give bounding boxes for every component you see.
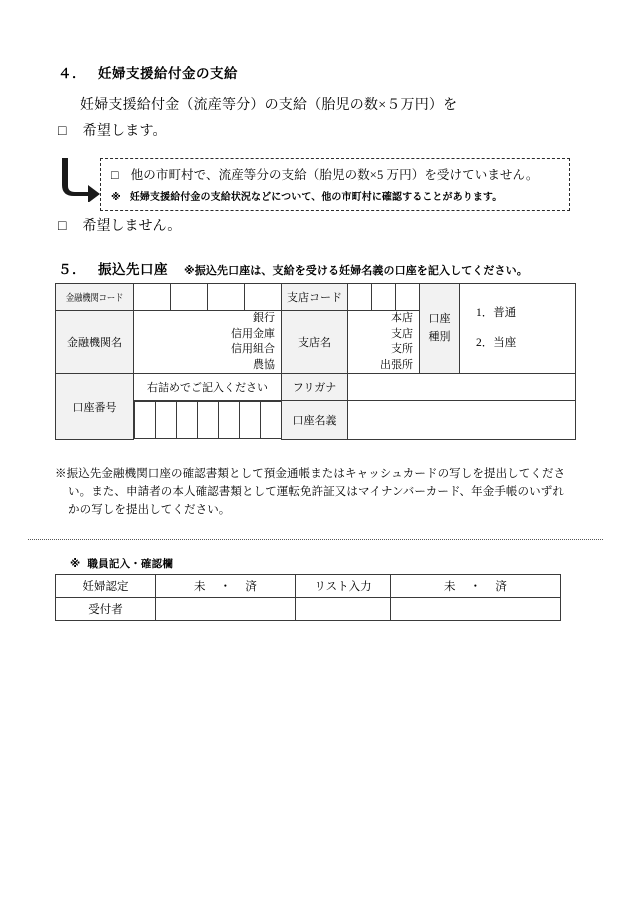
label-furigana: フリガナ [282,374,348,401]
checkbox-row-no[interactable] [0,215,181,235]
staff-row1-label: 妊婦認定 [56,575,156,598]
staff-row1-status1-left[interactable]: 未 [193,581,206,593]
furigana-input[interactable] [348,374,576,401]
staff-row2-field-3[interactable] [391,598,561,621]
staff-row1-status1-right[interactable]: 済 [245,581,258,593]
bank-kind-3: 信用組合 [231,343,275,356]
checkbox-yes-label: 希望します。 [82,124,167,139]
account-number-cell-2[interactable] [155,402,176,439]
dashed-note-line1-label: 他の市町村で、流産等分の支給（胎児の数×5 万円）を受けていません。 [130,168,539,182]
account-number-hint: 右詰めでご記入ください [134,374,282,401]
dotted-divider [28,539,603,540]
section-4-number: ４． [58,66,86,82]
section-4-lead-text: 妊婦支援給付金（流産等分）の支給（胎児の数×５万円）を [80,98,458,113]
bank-code-cell-3[interactable] [208,284,245,311]
branch-code-cell-2[interactable] [372,284,396,311]
section-5-subtitle: ※振込先口座は、支給を受ける妊婦名義の口座を記入してください。 [184,264,528,277]
label-account-type-line1: 口座 [428,313,451,326]
staff-row1-status-2[interactable] [391,575,561,598]
account-number-cell-4[interactable] [197,402,218,439]
staff-row2-field-1[interactable] [156,598,296,621]
checkbox-no[interactable]: □ [58,219,67,234]
account-number-cell-1[interactable] [135,402,156,439]
account-type-option-1[interactable]: 1．普通 [476,306,517,319]
label-account-type-line2: 種別 [428,330,451,343]
table-row-codes [56,284,576,311]
label-branch-code: 支店コード [282,284,348,311]
staff-row1-status2-left[interactable]: 未 [443,581,456,593]
checkbox-row-yes[interactable] [0,120,630,140]
checkbox-yes[interactable]: □ [58,124,67,139]
section-5-title: 振込先口座 [98,262,168,278]
staff-row2-label: 受付者 [56,598,156,621]
staff-table [55,574,561,621]
section-5-note-text: ※振込先金融機関口座の確認書類として預金通帳またはキャッシュカードの写しを提出してください。また、申請者の本人確認書類として運転免許証又はマイナンバーカード、年金手帳のいずれかの写しを提出してください。 [55,468,566,516]
section-5-title-group [58,258,168,278]
staff-row1-status2-mid: ・ [469,581,482,593]
account-holder-input[interactable] [348,401,576,440]
label-bank-name: 金融機関名 [56,311,134,374]
label-bank-code [56,284,134,311]
staff-row1-status-1[interactable] [156,575,296,598]
branch-code-cell-1[interactable] [348,284,372,311]
checkbox-no-label: 希望しません。 [82,219,182,234]
account-number-cell-5[interactable] [218,402,239,439]
section-5-heading [0,258,528,278]
dashed-note-line2 [111,188,559,203]
staff-row1-status2-right[interactable]: 済 [495,581,508,593]
staff-table-row-1 [56,575,561,598]
label-account-number: 口座番号 [56,374,134,440]
branch-code-cell-3[interactable] [396,284,420,311]
branch-name-input[interactable] [348,311,420,374]
section-4 [0,62,630,140]
elbow-arrow-icon [62,158,102,202]
account-number-cell-7[interactable] [260,402,281,439]
checkbox-no-other-municipality[interactable]: □ [111,168,119,182]
bank-kind-1: 銀行 [253,312,275,324]
dashed-note-line2-label: 妊婦支援給付金の支給状況などについて、他の市町村に確認することがあります。 [129,192,503,203]
bank-name-input[interactable] [134,311,282,374]
staff-table-row-2 [56,598,561,621]
account-type-option-2[interactable]: 2．当座 [476,336,517,349]
label-branch-name: 支店名 [282,311,348,374]
section-5-note [55,466,575,519]
account-number-cell-6[interactable] [239,402,260,439]
note-mark-icon: ※ [111,192,121,203]
section-4-title: 妊婦支援給付金の支給 [98,66,238,82]
staff-section-label [70,556,173,571]
branch-kind-3: 支所 [391,343,413,356]
staff-row1-status1-mid: ・ [219,581,232,593]
staff-section-label-text: 職員記入・確認欄 [87,558,174,570]
account-number-cell-3[interactable] [176,402,197,439]
bank-code-cell-1[interactable] [134,284,171,311]
bank-kind-2: 信用金庫 [231,327,275,340]
staff-mark-icon: ※ [70,558,81,570]
branch-kind-4: 出張所 [380,358,413,371]
account-number-cells-container [134,401,282,440]
bank-code-cell-4[interactable] [245,284,282,311]
bank-kind-4: 農協 [253,358,275,371]
bank-account-table [55,283,576,440]
label-bank-code-text: 金融機関コード [65,294,124,304]
dashed-note-box [100,158,570,211]
account-type-options[interactable] [460,284,576,374]
staff-row1-label-2: リスト入力 [296,575,391,598]
section-5-number: ５． [58,262,86,278]
label-account-type [420,284,460,374]
dashed-note-checkbox-row[interactable] [111,165,559,183]
staff-row2-field-2[interactable] [296,598,391,621]
bank-code-cell-2[interactable] [171,284,208,311]
branch-kind-2: 支店 [391,327,413,340]
label-account-holder: 口座名義 [282,401,348,440]
table-row-account-number [56,401,576,440]
branch-kind-1: 本店 [391,312,413,324]
table-row-account-hint [56,374,576,401]
section-4-heading [0,62,630,82]
